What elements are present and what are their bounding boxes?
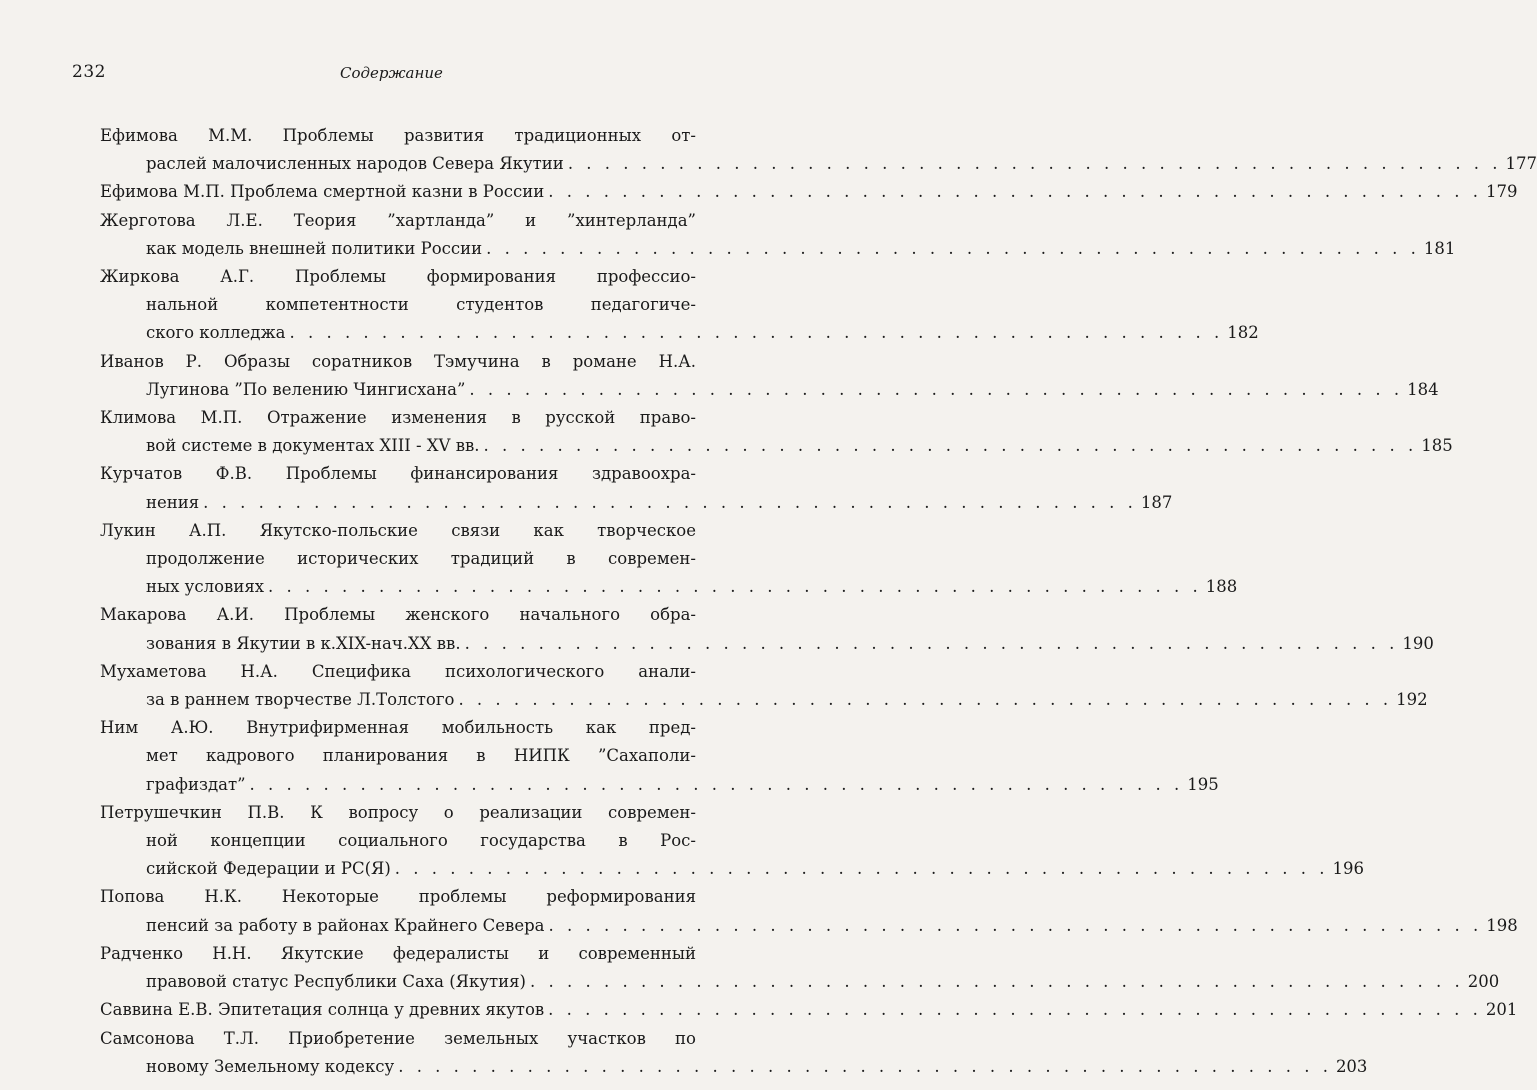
toc-entry [100, 122, 1537, 178]
toc-page-number: 196 [1332, 859, 1365, 879]
leader-dots: . . . . . . . . . . . . . . . . . . . . . . . . . . . . . . . . . . . . . . . . . . . . . . . . . . . [548, 182, 1482, 202]
toc-entry-line: Самсонова Т.Л. Приобретение земельных участков по [100, 1028, 696, 1048]
toc-entry [100, 263, 1259, 348]
toc-page-number: 203 [1335, 1056, 1368, 1076]
toc-entry-line: правовой статус Республики Саха (Якутия) [146, 972, 526, 992]
toc-entry-line: Иванов Р. Образы соратников Тэмучина в романе Н.А. [100, 351, 696, 371]
toc-entry-line: нальной компетентности студентов педагогиче- [146, 295, 696, 315]
leader-dots: . . . . . . . . . . . . . . . . . . . . . . . . . . . . . . . . . . . . . . . . . . . . . . . . . . . [483, 436, 1418, 456]
toc-entry-line: Ним А.Ю. Внутрифирменная мобильность как пред- [100, 718, 696, 738]
leader-dots: . . . . . . . . . . . . . . . . . . . . . . . . . . . . . . . . . . . . . . . . . . . . . . . . . . . [249, 774, 1184, 794]
toc-page-number: 201 [1485, 1000, 1518, 1020]
toc-entry-line: ных условиях [146, 577, 265, 597]
toc-entry [100, 883, 1518, 939]
toc-entry-line: Лукин А.П. Якутско-польские связи как творческое [100, 520, 696, 540]
toc-page-number: 181 [1423, 238, 1456, 258]
toc-entry-line: сийской Федерации и РС(Я) [146, 859, 391, 879]
toc-entry-line: зования в Якутии в к.XIX-нач.XX вв. [146, 633, 461, 653]
toc-page-number: 179 [1485, 182, 1518, 202]
table-of-contents [100, 122, 1537, 1081]
toc-page-number: 184 [1407, 379, 1439, 399]
toc-entry [100, 517, 1238, 602]
leader-dots: . . . . . . . . . . . . . . . . . . . . . . . . . . . . . . . . . . . . . . . . . . . . . . . . . . . [398, 1056, 1332, 1076]
toc-entry-line: Курчатов Ф.В. Проблемы финансирования здравоохра- [100, 464, 696, 484]
leader-dots: . . . . . . . . . . . . . . . . . . . . . . . . . . . . . . . . . . . . . . . . . . . . . . . . . . . [394, 859, 1329, 879]
leader-dots: . . . . . . . . . . . . . . . . . . . . . . . . . . . . . . . . . . . . . . . . . . . . . . . . . . . [469, 379, 1404, 399]
page-number: 232 [72, 62, 106, 82]
toc-entry-line: Макарова А.И. Проблемы женского начального обра- [100, 605, 696, 625]
toc-entry-line: графиздат” [146, 774, 246, 794]
toc-entry-line: Ефимова М.М. Проблемы развития традиционных от- [100, 126, 696, 145]
toc-entry-line: Попова Н.К. Некоторые проблемы реформирования [100, 887, 696, 907]
toc-entry [100, 601, 1434, 657]
toc-entry [100, 940, 1500, 996]
toc-page-number: 182 [1227, 323, 1259, 343]
toc-entry [100, 207, 1456, 263]
leader-dots: . . . . . . . . . . . . . . . . . . . . . . . . . . . . . . . . . . . . . . . . . . . . . . . . . . . [464, 633, 1399, 653]
toc-entry [100, 348, 1439, 404]
toc-page-number: 187 [1140, 492, 1173, 512]
toc-entry [100, 460, 1173, 516]
toc-entry [100, 178, 1518, 206]
leader-dots: . . . . . . . . . . . . . . . . . . . . . . . . . . . . . . . . . . . . . . . . . . . . . . . . . . . [548, 915, 1483, 935]
toc-page-number: 185 [1421, 436, 1453, 456]
leader-dots: . . . . . . . . . . . . . . . . . . . . . . . . . . . . . . . . . . . . . . . . . . . . . . . . . . . [530, 972, 1464, 992]
toc-entry-line: ной концепции социального государства в Рос- [146, 831, 696, 851]
toc-entry-line: Жиркова А.Г. Проблемы формирования профессио- [100, 267, 696, 287]
toc-entry-line: Жерготова Л.Е. Теория ”хартланда” и ”хинтерланда” [100, 210, 696, 230]
toc-page-number: 200 [1467, 972, 1500, 992]
toc-page-number: 192 [1396, 690, 1428, 710]
toc-entry-line: пенсий за работу в районах Крайнего Севера [146, 915, 545, 935]
running-title: Содержание [340, 64, 443, 82]
toc-entry [100, 799, 1365, 884]
leader-dots: . . . . . . . . . . . . . . . . . . . . . . . . . . . . . . . . . . . . . . . . . . . . . . . . . . . [548, 1000, 1482, 1020]
toc-entry-line: как модель внешней политики России [146, 238, 483, 258]
toc-page-number: 195 [1187, 774, 1219, 794]
leader-dots: . . . . . . . . . . . . . . . . . . . . . . . . . . . . . . . . . . . . . . . . . . . . . . . . . . . [203, 492, 1137, 512]
toc-entry-line: Лугинова ”По велению Чингисхана” [146, 379, 466, 399]
toc-entry-line: новому Земельному кодексу [146, 1056, 395, 1076]
toc-entry-line: Климова М.П. Отражение изменения в русской право- [100, 408, 696, 428]
toc-entry [100, 658, 1428, 714]
toc-entry [100, 404, 1453, 460]
toc-page-number: 190 [1402, 633, 1434, 653]
toc-entry-line: раслей малочисленных народов Севера Якутии [146, 154, 564, 174]
toc-entry-line: вой системе в документах XIII - XV вв. [146, 436, 480, 456]
toc-entry [100, 1025, 1368, 1081]
leader-dots: . . . . . . . . . . . . . . . . . . . . . . . . . . . . . . . . . . . . . . . . . . . . . . . . . . . [486, 238, 1420, 258]
toc-entry-line: Ефимова М.П. Проблема смертной казни в России [100, 182, 545, 202]
toc-entry-line: Радченко Н.Н. Якутские федералисты и современный [100, 943, 696, 963]
toc-entry [100, 714, 1219, 799]
toc-entry-line: мет кадрового планирования в НИПК ”Сахаполи- [146, 746, 696, 766]
toc-page-number: 198 [1486, 915, 1518, 935]
leader-dots: . . . . . . . . . . . . . . . . . . . . . . . . . . . . . . . . . . . . . . . . . . . . . . . . . . . [567, 154, 1502, 174]
toc-entry-line: за в раннем творчестве Л.Толстого [146, 690, 455, 710]
toc-entry-line: ского колледжа [146, 323, 286, 343]
toc-entry-line: продолжение исторических традиций в современ- [146, 549, 696, 569]
toc-entry-line: Мухаметова Н.А. Специфика психологического анали- [100, 661, 696, 681]
toc-entry-line: Петрушечкин П.В. К вопросу о реализации современ- [100, 802, 696, 822]
leader-dots: . . . . . . . . . . . . . . . . . . . . . . . . . . . . . . . . . . . . . . . . . . . . . . . . . . . [268, 577, 1202, 597]
toc-page-number: 188 [1205, 577, 1238, 597]
toc-entry [100, 996, 1518, 1024]
toc-page-number: 177 [1505, 154, 1537, 174]
toc-entry-line: Саввина Е.В. Эпитетация солнца у древних якутов [100, 1000, 545, 1020]
leader-dots: . . . . . . . . . . . . . . . . . . . . . . . . . . . . . . . . . . . . . . . . . . . . . . . . . . . [458, 690, 1393, 710]
leader-dots: . . . . . . . . . . . . . . . . . . . . . . . . . . . . . . . . . . . . . . . . . . . . . . . . . . . [289, 323, 1224, 343]
toc-entry-line: нения [146, 492, 200, 512]
